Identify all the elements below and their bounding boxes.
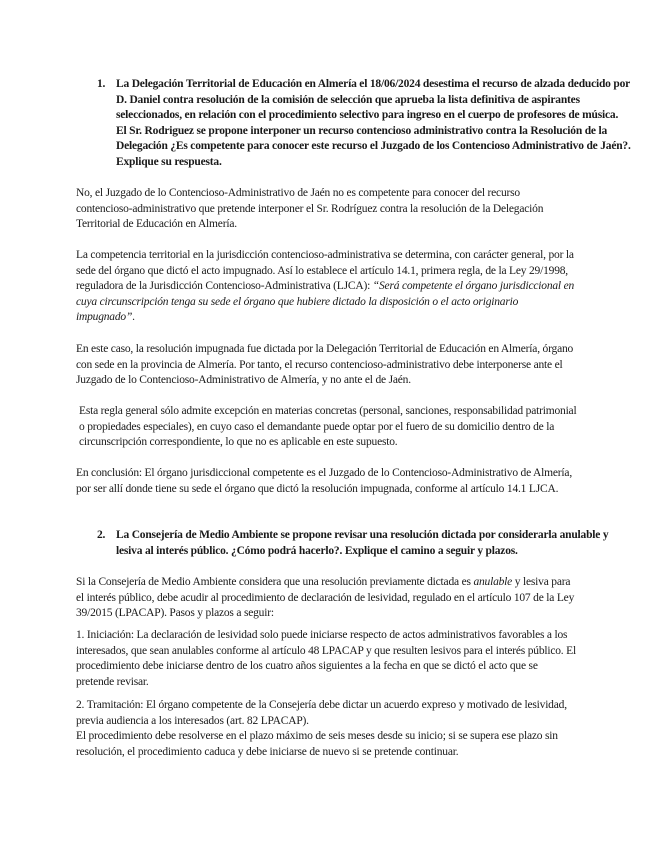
answer-1-paragraph-2-text: La competencia territorial en la jurisdicción contencioso-administrativa se determina, con carácter general, por la sede del órgano que dictó el acto impugnado. Así lo establece el artículo 14.1, primera regla, de la Ley 29/1998, reguladora de la Jurisdicción Contencioso-Administrativa (LJCA): bbox=[76, 249, 574, 292]
answer-2-paragraph-deadline: El procedimiento debe resolverse en el plazo máximo de seis meses desde su inicio; si se supera ese plazo sin resolución, el procedimiento caduca y debe iniciarse de nuevo si se pretende continuar. bbox=[76, 730, 558, 758]
answer-2-paragraph-1 bbox=[76, 575, 578, 622]
answer-2-paragraph-1-start: Si la Consejería de Medio Ambiente considera que una resolución previamente dictada es bbox=[76, 576, 474, 588]
answer-1-paragraph-1: No, el Juzgado de lo Contencioso-Administrativo de Jaén no es competente para conocer del recurso contencioso-administrativo que pretende interponer el Sr. Rodríguez contra la resolución de la Delegación Territorial de Educación en Almería. bbox=[76, 187, 544, 230]
answer-1-paragraph-2-end: . bbox=[132, 311, 135, 323]
answer-2-step-1: 1. Iniciación: La declaración de lesividad solo puede iniciarse respecto de actos administrativos favorables a los interesados, que sean anulables conforme al artículo 48 LPACAP y que resulten lesivos para el interés público. El procedimiento debe iniciarse dentro de los cuatro años siguientes a la fecha en que se dictó el acto que se pretende revisar. bbox=[76, 629, 576, 688]
answer-1-paragraph-2 bbox=[76, 248, 578, 326]
answer-2-paragraph-1-end: y lesiva para el interés público, debe acudir al procedimiento de declaración de lesividad, regulado en el artículo 107 de la Ley 39/2015 (LPACAP). Pasos y plazos a seguir: bbox=[76, 576, 575, 619]
anulable-term: anulable bbox=[473, 576, 513, 588]
question-1-number: 1. bbox=[97, 78, 106, 90]
answer-1-paragraph-4: Esta regla general sólo admite excepción en materias concretas (personal, sanciones, responsabilidad patrimonial o propiedades especiales), en cuyo caso el demandante puede optar por el fuero de su domicilio dentro de la circunscripción correspondiente, lo que no es aplicable en este supuesto. bbox=[79, 405, 577, 448]
question-2-number: 2. bbox=[97, 529, 106, 541]
question-1-text: La Delegación Territorial de Educación en Almería el 18/06/2024 desestima el recurso de alzada deducido por D. Daniel contra resolución de la comisión de selección que aprueba la lista definitiva de aspirantes seleccionados, en relación con el procedimiento selectivo para ingreso en el cuerpo de profesores de música. El Sr. Rodriguez se propone interponer un recurso contencioso administrativo contra la Resolución de la Delegación ¿Es competente para conocer este recurso el Juzgado de los Contencioso Administrativo de Jaén?. Explique su respuesta. bbox=[116, 78, 631, 168]
question-2-text: La Consejería de Medio Ambiente se propone revisar una resolución dictada por considerarla anulable y lesiva al interés público. ¿Cómo podrá hacerlo?. Explique el camino a seguir y plazos. bbox=[116, 529, 609, 557]
answer-2-step-2: 2. Tramitación: El órgano competente de la Consejería debe dictar un acuerdo expreso y motivado de lesividad, previa audiencia a los interesados (art. 82 LPACAP). bbox=[76, 699, 567, 727]
answer-1-paragraph-3: En este caso, la resolución impugnada fue dictada por la Delegación Territorial de Educación en Almería, órgano con sede en la provincia de Almería. Por tanto, el recurso contencioso-administrativo debe interponerse ante el Juzgado de lo Contencioso-Administrativo de Almería, y no ante el de Jaén. bbox=[76, 343, 574, 386]
answer-1-conclusion: En conclusión: El órgano jurisdiccional competente es el Juzgado de lo Contencioso-Administrativo de Almería, por ser allí donde tiene su sede el órgano que dictó la resolución impugnada, conforme al artículo 14.1 LJCA. bbox=[76, 467, 573, 495]
legal-quote: “Será competente el órgano jurisdiccional en cuya circunscripción tenga su sede el órgano que hubiere dictado la disposición o el acto originario impugnado” bbox=[76, 280, 575, 323]
